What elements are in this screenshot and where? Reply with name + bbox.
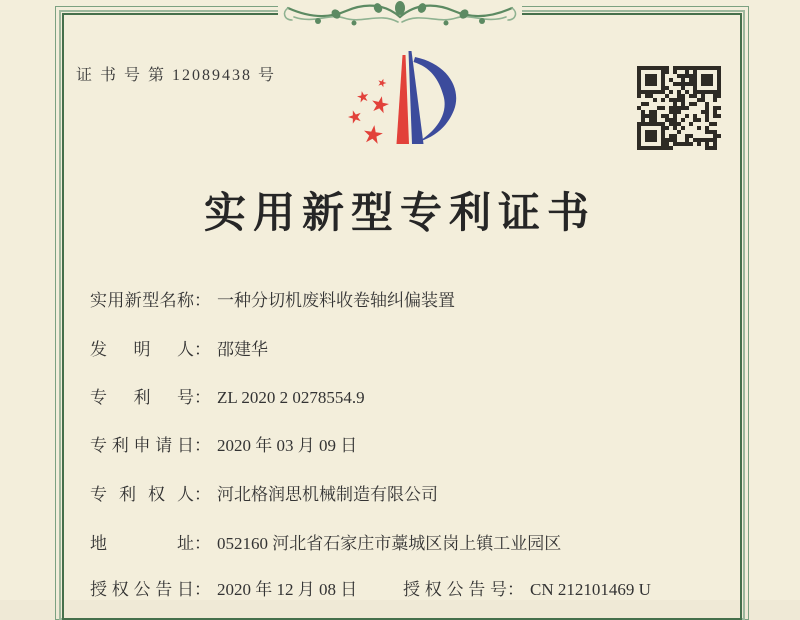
field-colon: ： [194, 534, 211, 553]
field-value: CN 212101469 U [530, 580, 651, 599]
field-label: 专利权人 [90, 485, 194, 504]
qr-code [637, 66, 721, 150]
field-colon: ： [194, 340, 211, 359]
field-row-patent-number [90, 383, 365, 407]
field-value: 邵建华 [217, 340, 268, 359]
field-colon: ： [194, 436, 211, 455]
field-colon: ： [194, 485, 211, 504]
field-value: 052160 河北省石家庄市藁城区岗上镇工业园区 [217, 534, 562, 553]
certificate-number: 证 书 号 第 12089438 号 [76, 67, 277, 84]
field-colon: ： [194, 291, 211, 310]
field-value: 2020 年 03 月 09 日 [217, 436, 358, 455]
field-label: 地址 [90, 534, 194, 553]
field-label: 授权公告号 [403, 580, 507, 599]
field-colon: ： [507, 580, 524, 599]
field-row-grant-number [403, 575, 651, 600]
field-colon: ： [194, 388, 211, 407]
field-value: 一种分切机废料收卷轴纠偏装置 [217, 291, 455, 310]
field-value: ZL 2020 2 0278554.9 [217, 388, 365, 407]
field-label: 授权公告日 [90, 580, 194, 599]
field-row-filing-date [90, 431, 357, 455]
field-label: 实用新型名称 [90, 291, 194, 310]
field-row-utility-model-name [90, 286, 455, 310]
field-value: 2020 年 12 月 08 日 [217, 580, 358, 599]
field-label: 专利号 [90, 388, 194, 407]
field-row-inventor [90, 335, 268, 359]
certificate-title: 实用新型专利证书 [203, 191, 596, 237]
field-label: 发明人 [90, 340, 194, 359]
cnipa-patent-logo-icon [335, 44, 465, 166]
field-row-patentee [90, 480, 438, 504]
field-label: 专利申请日 [90, 436, 194, 455]
field-row-address [90, 529, 561, 553]
field-value: 河北格润思机械制造有限公司 [217, 485, 438, 504]
field-colon: ： [194, 580, 211, 599]
floral-ornament-icon [278, 0, 522, 36]
field-row-grant-date [90, 575, 651, 599]
